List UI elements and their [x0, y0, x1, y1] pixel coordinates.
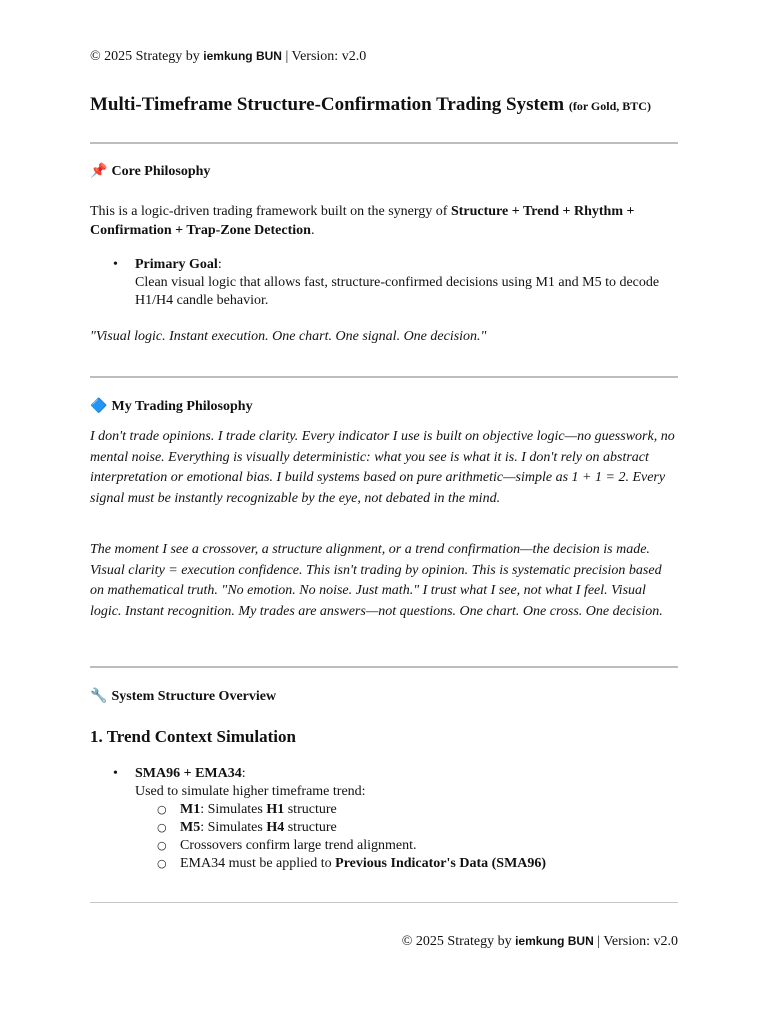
header-credit	[90, 47, 366, 66]
list-item	[90, 765, 678, 801]
my-philosophy-heading	[90, 397, 253, 416]
primary-goal-text: Clean visual logic that allows fast, structure-confirmed decisions using M1 and M5 to decode H1/H4 candle behavior.	[135, 275, 660, 308]
sub-item-bold: M1	[180, 802, 201, 817]
list-item	[90, 256, 678, 310]
divider	[90, 666, 678, 668]
sub-item-bold: H1	[266, 802, 285, 817]
title-main: Multi-Timeframe Structure-Confirmation Trading System	[90, 94, 565, 115]
pushpin-icon: 📌	[90, 163, 108, 179]
sub-list-item	[90, 801, 678, 819]
divider	[90, 902, 678, 903]
bullet-icon: •	[113, 257, 118, 272]
circle-bullet-icon: ○	[157, 857, 167, 870]
my-philosophy-heading-text: My Trading Philosophy	[111, 399, 253, 414]
sub-item-bold: H4	[266, 820, 285, 835]
sub-list	[90, 801, 678, 873]
core-intro-suffix: .	[310, 223, 315, 238]
page-title	[90, 94, 651, 117]
circle-bullet-icon: ○	[157, 803, 167, 816]
core-intro-prefix: This is a logic-driven trading framework built on the synergy of	[90, 204, 451, 219]
blue-diamond-icon: 🔷	[90, 398, 108, 414]
sub-list-item	[90, 819, 678, 837]
sub-item-text: : Simulates	[200, 802, 267, 817]
header-prefix: © 2025 Strategy by	[90, 49, 204, 64]
sma-ema-text: Used to simulate higher timeframe trend:	[135, 784, 366, 799]
footer-prefix: © 2025 Strategy by	[401, 934, 516, 949]
header-suffix: | Version: v2.0	[281, 49, 367, 64]
wrench-icon: 🔧	[90, 688, 108, 704]
footer-suffix: | Version: v2.0	[593, 934, 678, 949]
sub-list-item	[90, 855, 678, 873]
core-quote: "Visual logic. Instant execution. One chart. One signal. One decision."	[90, 329, 487, 344]
sub-list-item	[90, 837, 678, 855]
sub-item-text: structure	[284, 802, 337, 817]
core-intro	[90, 202, 678, 240]
my-philosophy-paragraph-1: I don't trade opinions. I trade clarity. Every indicator I use is built on objective logic—no guesswork, no mental noise. Everything is visually deterministic: what you see is what it is. I don't rely on abstract interpretation or emotional bias. I build systems based on pure arithmetic—simple as 1 + 1 = 2. Every signal must be instantly recognizable by the eye, not debated in the mind.	[90, 429, 675, 506]
header-author: iemkung BUN	[203, 49, 282, 63]
footer-credit	[402, 932, 678, 951]
primary-goal-colon: :	[217, 257, 222, 272]
divider	[90, 142, 678, 144]
divider	[90, 376, 678, 378]
sub-item-text: Crossovers confirm large trend alignment.	[180, 838, 417, 853]
footer-author: iemkung BUN	[515, 934, 594, 948]
system-structure-heading-text: System Structure Overview	[111, 689, 277, 704]
core-intro-bold: Structure + Trend + Rhythm + Confirmation + Trap-Zone Detection	[90, 204, 635, 238]
title-sub: (for Gold, BTC)	[568, 99, 651, 113]
circle-bullet-icon: ○	[157, 839, 167, 852]
sub-item-bold: Previous Indicator's Data (SMA96)	[335, 856, 547, 871]
sma-ema-colon: :	[241, 766, 246, 781]
core-philosophy-heading	[90, 162, 210, 181]
sub-item-bold: M5	[180, 820, 201, 835]
sub-item-text: EMA34 must be applied to	[180, 856, 336, 871]
trend-context-heading: 1. Trend Context Simulation	[90, 727, 296, 746]
core-heading-text: Core Philosophy	[111, 164, 211, 179]
trend-context-list	[90, 765, 678, 873]
my-philosophy-paragraph-2: The moment I see a crossover, a structure alignment, or a trend confirmation—the decision is made. Visual clarity = execution confidence. This isn't trading by opinion. This is systematic precision based on mathematical truth. "No emotion. No noise. Just math." I trust what I see, not what I feel. Visual logic. Instant recognition. My trades are answers—not questions. One chart. One cross. One decision.	[90, 542, 663, 619]
sub-item-text: : Simulates	[200, 820, 267, 835]
bullet-icon: •	[113, 766, 118, 781]
circle-bullet-icon: ○	[157, 821, 167, 834]
system-structure-heading	[90, 687, 276, 706]
sma-ema-label: SMA96 + EMA34	[135, 766, 242, 781]
primary-goal-list	[90, 256, 678, 310]
sub-item-text: structure	[284, 820, 337, 835]
primary-goal-label: Primary Goal	[135, 257, 218, 272]
